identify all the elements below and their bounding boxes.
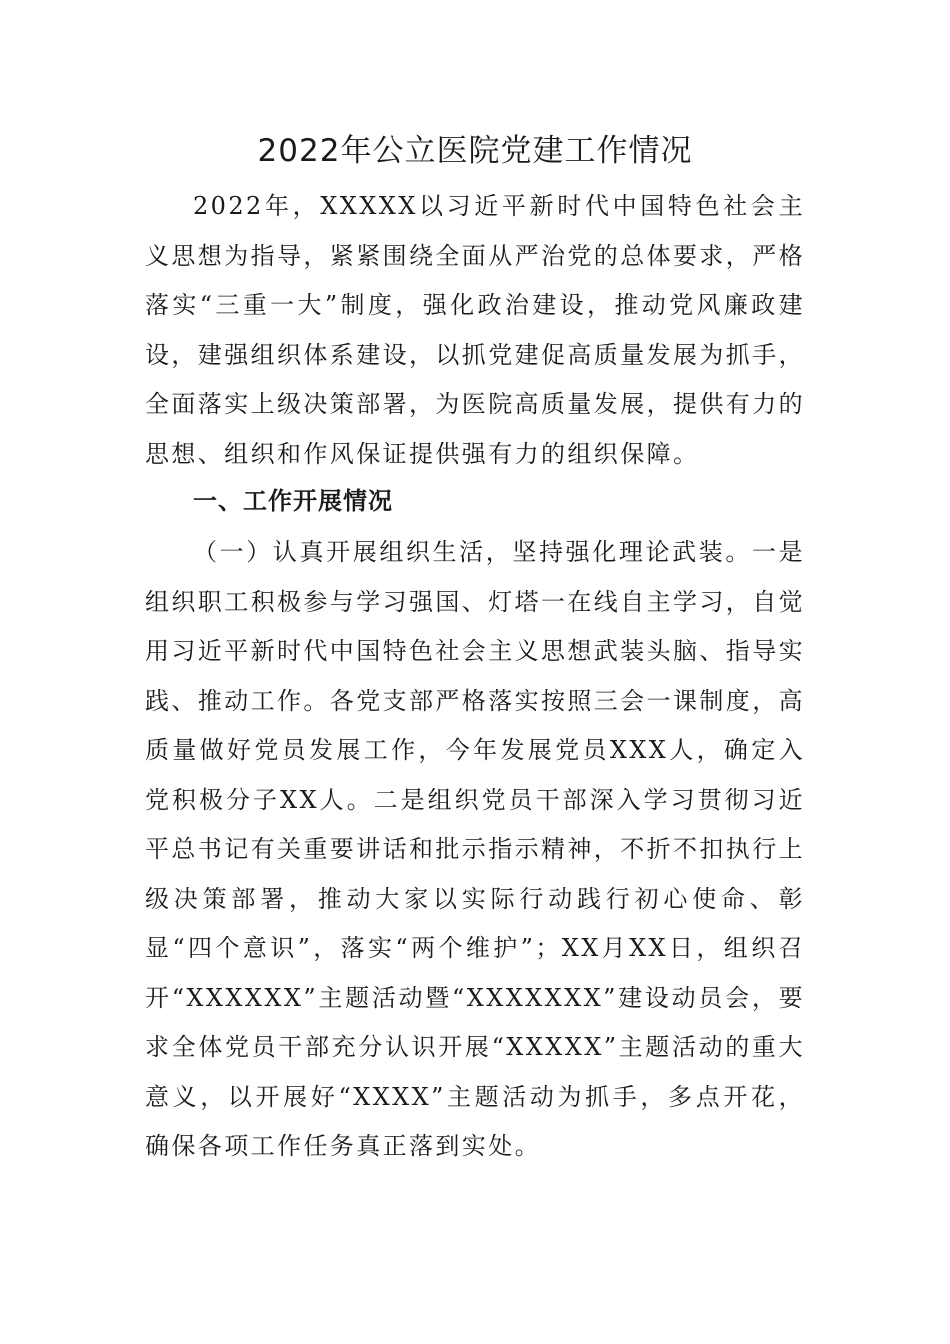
- document-title: 2022年公立医院党建工作情况: [257, 133, 693, 169]
- section-paragraph: （一）认真开展组织生活，坚持强化理论武装。一是组织职工积极参与学习强国、灯塔一在线自主学习，自觉用习近平新时代中国特色社会主义思想武装头脑、指导实践、推动工作。各党支部严格落实按照三会一课制度，高质量做好党员发展工作，今年发展党员XXX人，确定入党积极分子XX人。二是组织党员干部深入学习贯彻习近平总书记有关重要讲话和批示指示精神，不折不扣执行上级决策部署，推动大家以实际行动践行初心使命、彰显“四个意识”，落实“两个维护”；XX月XX日，组织召开“XXXXXX”主题活动暨“XXXXXXX”建设动员会，要求全体党员干部充分认识开展“XXXXX”主题活动的重大意义，以开展好“XXXX”主题活动为抓手，多点开花，确保各项工作任务真正落到实处。: [145, 538, 805, 1160]
- intro-paragraph: 2022年，XXXXX以习近平新时代中国特色社会主义思想为指导，紧紧围绕全面从严治党的总体要求，严格落实“三重一大”制度，强化政治建设，推动党风廉政建设，建强组织体系建设，以抓党建促高质量发展为抓手，全面落实上级决策部署，为医院高质量发展，提供有力的思想、组织和作风保证提供强有力的组织保障。: [145, 192, 805, 468]
- section-heading: 一、工作开展情况: [193, 487, 393, 515]
